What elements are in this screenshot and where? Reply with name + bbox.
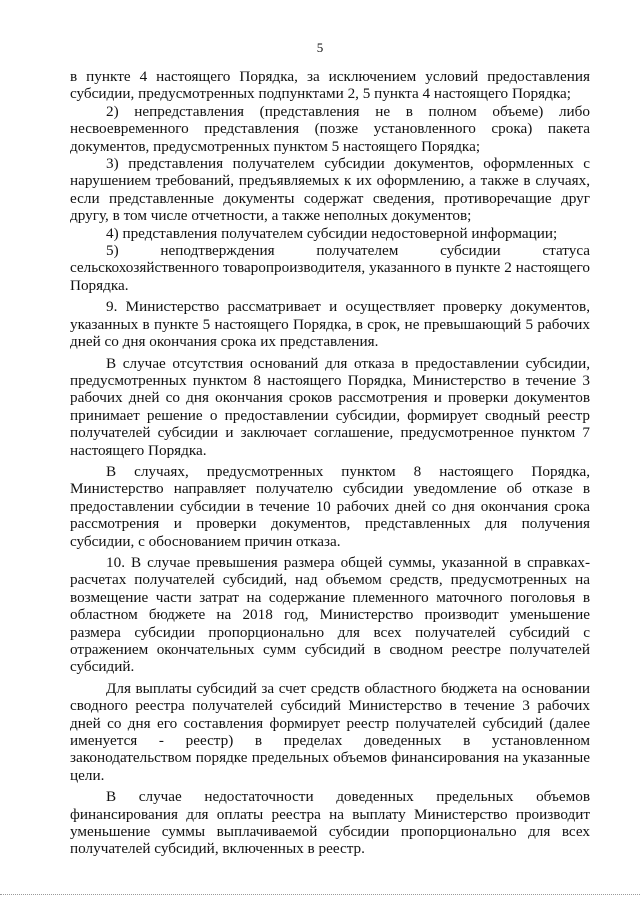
- paragraph-clause-9-refusal: В случаях, предусмотренных пунктом 8 настоящего Порядка, Министерство направляет получателю субсидии уведомление об отказе в предоставлении субсидии в течение 10 рабочих дней со дня окончания срока рассмотрения и проверки документов, представленных для получения субсидии, с обоснованием причин отказа.: [70, 462, 590, 550]
- paragraph-continuation: в пункте 4 настоящего Порядка, за исключением условий предоставления субсидии, предусмотренных подпунктами 2, 5 пункта 4 настоящего Порядка;: [70, 68, 590, 103]
- scan-bottom-edge: [0, 894, 640, 895]
- paragraph-item-3: 3) представления получателем субсидии документов, оформленных с нарушением требований, предъявляемых к их оформлению, а также в случаях, если представленные документы содержат сведения, противоречащие друг другу, в том числе отчетности, а также неполных документов;: [70, 155, 590, 225]
- paragraph-clause-10-insufficiency: В случае недостаточности доведенных предельных объемов финансирования для оплаты реестра на выплату Министерство производит уменьшение суммы выплачиваемой субсидии пропорционально для всех получателей субсидий, включенных в реестр.: [70, 788, 590, 858]
- page-number: 5: [316, 40, 324, 55]
- page-body: [70, 68, 590, 858]
- paragraph-item-4: 4) представления получателем субсидии недостоверной информации;: [106, 224, 558, 242]
- paragraph-item-5: 5) неподтверждения получателем субсидии статуса сельскохозяйственного товаропроизводителя, указанного в пункте 2 настоящего Порядка.: [70, 242, 590, 294]
- paragraph-clause-10: 10. В случае превышения размера общей суммы, указанной в справках-расчетах получателей субсидий, над объемом средств, предусмотренных на возмещение части затрат на содержание племенного маточного поголовья в областном бюджете на 2018 год, Министерство производит уменьшение размера субсидии пропорционально для всех получателей субсидий с отражением окончательных сумм субсидий в сводном реестре получателей субсидий.: [70, 553, 590, 676]
- paragraph-clause-10-registry: Для выплаты субсидий за счет средств областного бюджета на основании сводного реестра получателей субсидий Министерство в течение 3 рабочих дней со дня его составления формирует реестр получателей субсидий (далее именуется - реестр) в пределах доведенных в установленном законодательством порядке предельных объемов финансирования на указанные цели.: [70, 679, 590, 784]
- paragraph-clause-9-no-grounds: В случае отсутствия оснований для отказа в предоставлении субсидии, предусмотренных пунктом 8 настоящего Порядка, Министерство в течение 3 рабочих дней со дня окончания сроков рассмотрения и проверки документов принимает решение о предоставлении субсидии, формирует сводный реестр получателей субсидии и заключает соглашение, предусмотренное пунктом 7 настоящего Порядка.: [70, 354, 590, 459]
- paragraph-item-2: 2) непредставления (представления не в полном объеме) либо несвоевременного представления (позже установленного срока) пакета документов, предусмотренных пунктом 5 настоящего Порядка;: [70, 102, 590, 155]
- paragraph-clause-9: 9. Министерство рассматривает и осуществляет проверку документов, указанных в пункте 5 настоящего Порядка, в срок, не превышающий 5 рабочих дней со дня окончания срока их представления.: [70, 298, 590, 351]
